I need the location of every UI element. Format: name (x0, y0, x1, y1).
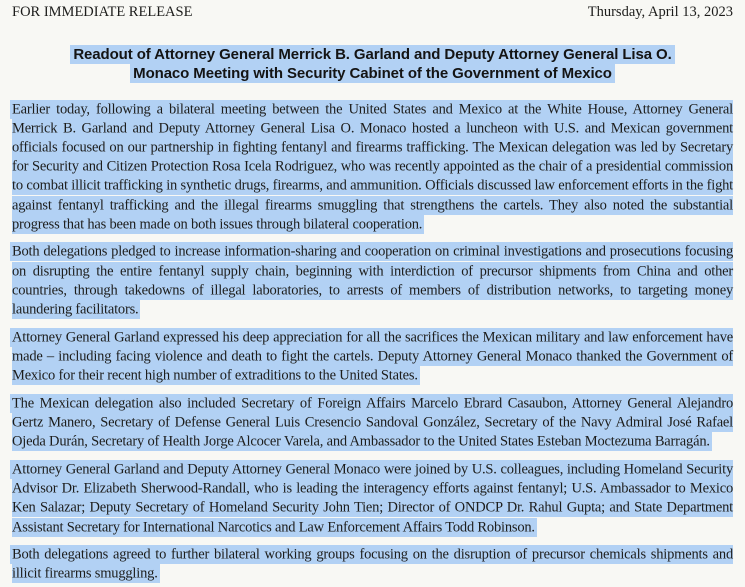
press-release-paragraph (12, 394, 733, 452)
selected-text: Attorney General Garland and Deputy Attorney General Monaco were joined by U.S. colleagues, including Homeland Security Advisor Dr. Elizabeth Sherwood-Randall, who is leading the interagency efforts against fentanyl; U.S. Ambassador to Mexico Ken Salazar; Deputy Secretary of Homeland Security John Tien; Director of ONDCP Dr. Rahul Gupta; and State Department Assistant Secretary for International Narcotics and Law Enforcement Affairs Todd Robinson. (12, 461, 733, 536)
press-release-paragraph (12, 460, 733, 537)
press-release-paragraph (12, 243, 733, 320)
press-release-paragraph (12, 100, 733, 234)
document-title-line-2: Monaco Meeting with Security Cabinet of the Government of Mexico (130, 64, 615, 83)
selected-text: Earlier today, following a bilateral meeting between the United States and Mexico at the White House, Attorney General Merrick B. Garland and Deputy Attorney General Lisa O. Monaco hosted a luncheon with U.S. and Mexican government officials focused on our partnership in fighting fentanyl and firearms trafficking. The Mexican delegation was led by Secretary for Security and Citizen Protection Rosa Icela Rodriguez, who was recently appointed as the chair of a presidential commission to combat illicit trafficking in synthetic drugs, firearms, and ammunition. Officials discussed law enforcement efforts in the fight against fentanyl trafficking and the illegal firearms smuggling that strengthens the cartels. They also noted the substantial progress that has been made on both issues through bilateral cooperation. (12, 101, 733, 233)
document-body[interactable] (12, 100, 733, 584)
document-header (12, 4, 733, 21)
selected-text: The Mexican delegation also included Secretary of Foreign Affairs Marcelo Ebrard Casaubon, Attorney General Alejandro Gertz Manero, Secretary of Defense General Luis Cresencio Sandoval González, Secretary of the Navy Admiral José Rafael Ojeda Durán, Secretary of Health Jorge Alcocer Varela, and Ambassador to the United States Esteban Moctezuma Barragán. (12, 395, 733, 450)
document-title-line-1: Readout of Attorney General Merrick B. Garland and Deputy Attorney General Lisa O. (70, 45, 674, 64)
release-type-label: FOR IMMEDIATE RELEASE (12, 4, 193, 20)
press-release-paragraph (12, 328, 733, 386)
date-label: Thursday, April 13, 2023 (587, 4, 733, 20)
press-release-paragraph (12, 546, 733, 584)
selected-text: Both delegations pledged to increase information-sharing and cooperation on criminal investigations and prosecutions focusing on disrupting the entire fentanyl supply chain, beginning with interdiction of precursor shipments from China and other countries, through takedowns of illegal laboratories, to arrests of members of distribution networks, to targeting money laundering facilitators. (12, 243, 733, 318)
selected-text: Attorney General Garland expressed his deep appreciation for all the sacrifices the Mexican military and law enforcement have made – including facing violence and death to fight the cartels. Deputy Attorney General Monaco thanked the Government of Mexico for their recent high number of extraditions to the United States. (12, 329, 733, 384)
document-title (12, 45, 733, 83)
selected-text: Both delegations agreed to further bilateral working groups focusing on the disruption of precursor chemicals shipments and illicit firearms smuggling. (12, 546, 733, 582)
